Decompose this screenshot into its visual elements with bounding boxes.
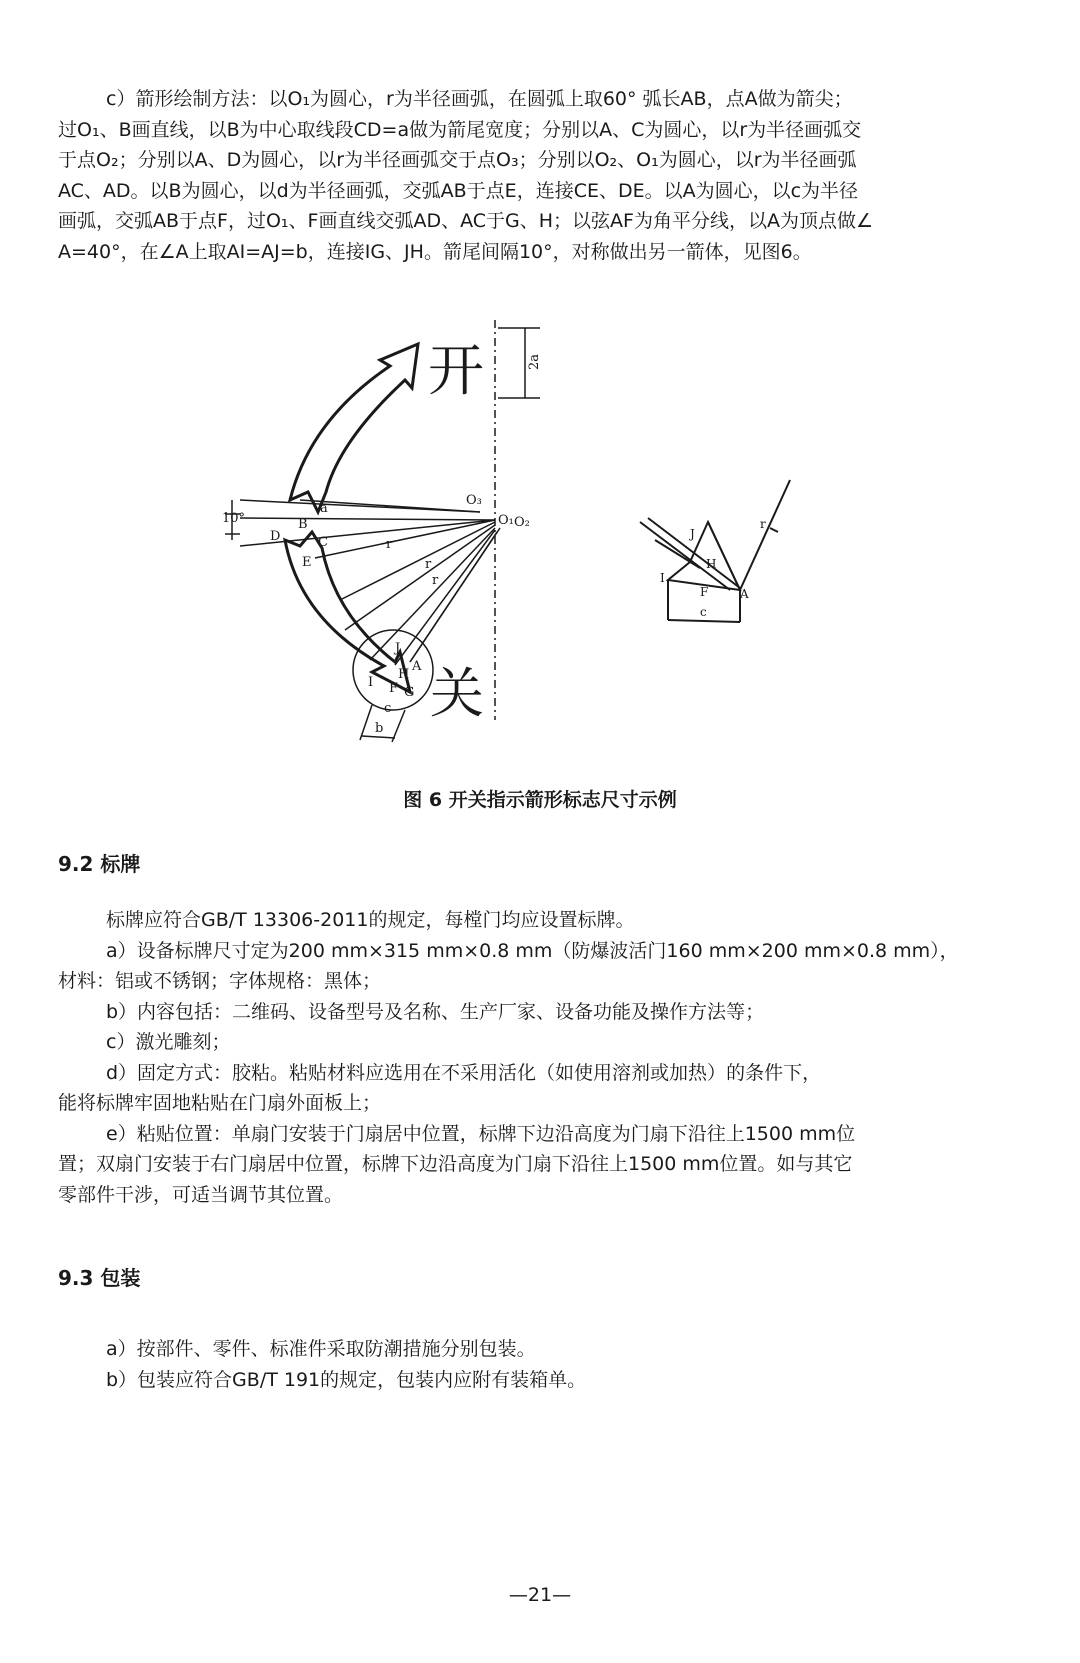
section-9-2-item-e-line3: 零部件干涉，可适当调节其位置。: [58, 1183, 344, 1206]
detail-point-j: J: [690, 527, 695, 541]
section-9-2-item-e-line2: 置；双扇门安装于右门扇居中位置，标牌下边沿高度为门扇下沿往上1500 mm位置。如与其它: [58, 1153, 853, 1175]
detail-dimension-c: c: [700, 605, 707, 619]
section-9-2-item-d-line2: 能将标牌牢固地粘贴在门扇外面板上；: [58, 1092, 382, 1114]
radius-label-2: r: [425, 557, 432, 572]
point-h-label: H: [398, 667, 410, 682]
section-9-3-item-a: a）按部件、零件、标准件采取防潮措施分别包装。: [106, 1338, 536, 1360]
point-d-label: D: [270, 529, 281, 544]
construction-lines: [225, 500, 500, 665]
intro-paragraph: [58, 84, 1023, 267]
point-c-label: C: [318, 535, 328, 550]
intro-line: 过O₁、B画直线，以B为中心取线段CD=a做为箭尾宽度；分别以A、C为圆心，以r为半径画弧交: [58, 118, 862, 141]
section-9-2-heading: 9.2 标牌: [58, 852, 141, 876]
point-o2-label: O₂: [514, 515, 530, 530]
point-a-label: A: [412, 659, 422, 674]
upper-arrow: [290, 344, 418, 512]
point-g-label: G: [404, 685, 415, 700]
radius-label-3: r: [432, 573, 439, 588]
point-b-label: B: [298, 517, 308, 532]
detail-view: [640, 480, 790, 622]
dimension-c-label: c: [384, 701, 392, 716]
dimension-2a-label: 2a: [527, 353, 542, 370]
page-number: —21—: [508, 1584, 572, 1606]
point-i-label: I: [368, 675, 374, 690]
point-a-small: a: [320, 501, 328, 516]
detail-radius-r: r: [760, 517, 766, 531]
section-9-2-item-b: b）内容包括：二维码、设备型号及名称、生产厂家、设备功能及操作方法等；: [106, 1000, 765, 1023]
close-label: 关: [430, 662, 484, 725]
detail-point-a: A: [740, 587, 749, 601]
point-o3-label: O₃: [466, 493, 482, 508]
intro-line: 画弧，交弧AB于点F，过O₁、F画直线交弧AD、AC于G、H；以弦AF为角平分线，以A为顶点做∠: [58, 210, 873, 232]
section-9-2-body: [58, 905, 1023, 1210]
figure-caption: 图 6 开关指示箭形标志尺寸示例: [403, 789, 677, 811]
section-9-2-item-c: c）激光雕刻；: [106, 1031, 231, 1053]
section-9-2-item-d-line1: d）固定方式：胶粘。粘贴材料应选用在不采用活化（如使用溶剂或加热）的条件下，: [106, 1061, 822, 1084]
point-o1-label: O₁: [498, 513, 514, 528]
radius-label-1: r: [386, 537, 393, 552]
intro-line: 于点O₂；分别以A、D为圆心，以r为半径画弧交于点O₃；分别以O₂、O₁为圆心，以r为半径画弧: [58, 149, 857, 171]
point-j-label: J: [395, 641, 401, 656]
intro-line: AC、AD。以B为圆心，以d为半径画弧，交弧AB于点E，连接CE、DE。以A为圆心，以c为半径: [58, 179, 859, 202]
detail-point-h: H: [706, 557, 717, 571]
intro-line: c）箭形绘制方法：以O₁为圆心，r为半径画弧，在圆弧上取60° 弧长AB，点A做为箭尖；: [106, 88, 853, 110]
point-f-label: F: [389, 681, 399, 696]
section-9-2-intro: 标牌应符合GB/T 13306-2011的规定，每樘门均应设置标牌。: [106, 909, 635, 931]
section-9-3-item-b: b）包装应符合GB/T 191的规定，包装内应附有装箱单。: [106, 1368, 587, 1391]
point-e-label: E: [302, 555, 312, 570]
detail-point-f: F: [700, 585, 709, 599]
section-9-2-item-e-line1: e）粘贴位置：单扇门安装于门扇居中位置，标牌下边沿高度为门扇下沿往上1500 mm位: [106, 1122, 856, 1145]
detail-point-i: I: [660, 571, 665, 585]
intro-line: A=40°，在∠A上取AI=AJ=b，连接IG、JH。箭尾间隔10°，对称做出另一箭体，见图6。: [58, 240, 812, 263]
dimension-b-label: b: [375, 721, 384, 736]
open-label: 开: [428, 339, 484, 404]
arrow-figure: [0, 300, 1080, 780]
section-9-3-heading: 9.3 包装: [58, 1266, 141, 1290]
section-9-3-body: [58, 1334, 1023, 1395]
angle-10-label: 10°: [222, 511, 246, 526]
section-9-2-item-a-line2: 材料：铝或不锈钢；字体规格：黑体；: [58, 970, 382, 992]
section-9-2-item-a-line1: a）设备标牌尺寸定为200 mm×315 mm×0.8 mm（防爆波活门160 mm×200 mm×0.8 mm），: [106, 939, 959, 962]
